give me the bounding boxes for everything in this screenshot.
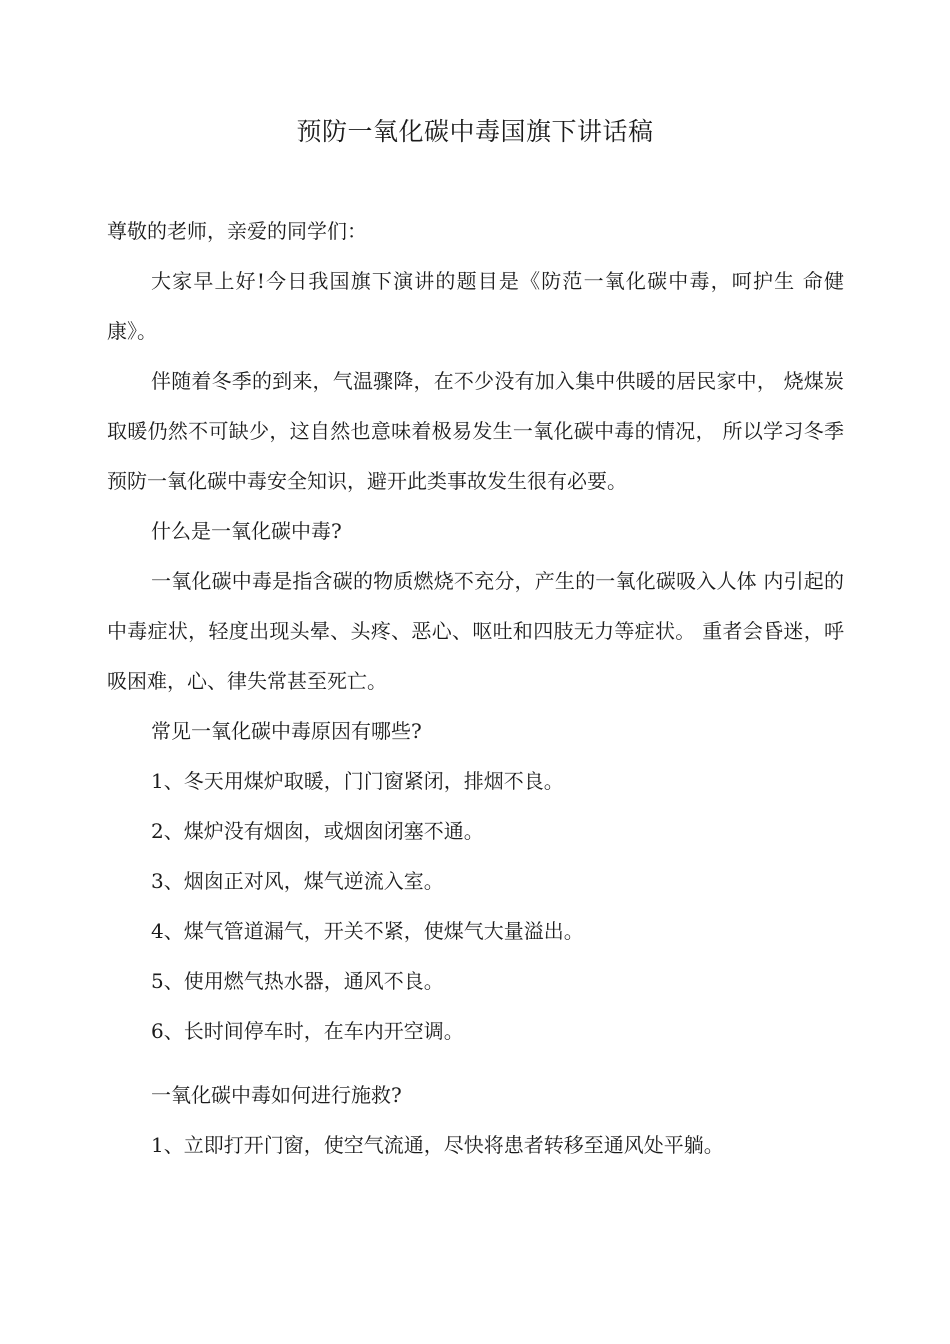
document-title: 预防一氧化碳中毒国旗下讲话稿 (296, 117, 654, 146)
list-item: 5、使用燃气热水器，通风不良。 (151, 969, 444, 993)
question-causes: 常见一氧化碳中毒原因有哪些? (151, 719, 422, 743)
list-item: 1、立即打开门窗，使空气流通，尽快将患者转移至通风处平躺。 (151, 1133, 724, 1157)
salutation: 尊敬的老师，亲爱的同学们： (107, 219, 367, 243)
paragraph-definition: 一氧化碳中毒是指含碳的物质燃烧不充分，产生的一氧化碳吸入人体 内引起的中毒症状，轻度出现头晕、头疼、恶心、呕吐和四肢无力等症状。 重者会昏迷，呼吸困难，心、律失常甚至死亡。 (107, 569, 844, 693)
causes-list (107, 756, 844, 1056)
list-item: 2、煤炉没有烟囱，或烟囱闭塞不通。 (151, 819, 484, 843)
paragraph-greeting: 大家早上好!今日我国旗下演讲的题目是《防范一氧化碳中毒，呵护生 命健康》。 (107, 269, 844, 343)
question-rescue: 一氧化碳中毒如何进行施救? (151, 1083, 402, 1107)
question-what-is: 什么是一氧化碳中毒? (151, 519, 342, 543)
rescue-list (107, 1120, 844, 1170)
list-item: 3、烟囱正对风，煤气逆流入室。 (151, 869, 444, 893)
list-item: 6、长时间停车时，在车内开空调。 (151, 1019, 464, 1043)
list-item: 4、煤气管道漏气，开关不紧，使煤气大量溢出。 (151, 919, 584, 943)
paragraph-background: 伴随着冬季的到来，气温骤降，在不少没有加入集中供暖的居民家中， 烧煤炭取暖仍然不可缺少，这自然也意味着极易发生一氧化碳中毒的情况， 所以学习冬季预防一氧化碳中毒安全知识，避开此类事故发生很有必要。 (107, 369, 844, 493)
list-item: 1、冬天用煤炉取暖，门门窗紧闭，排烟不良。 (151, 769, 564, 793)
document-body (107, 206, 844, 1170)
